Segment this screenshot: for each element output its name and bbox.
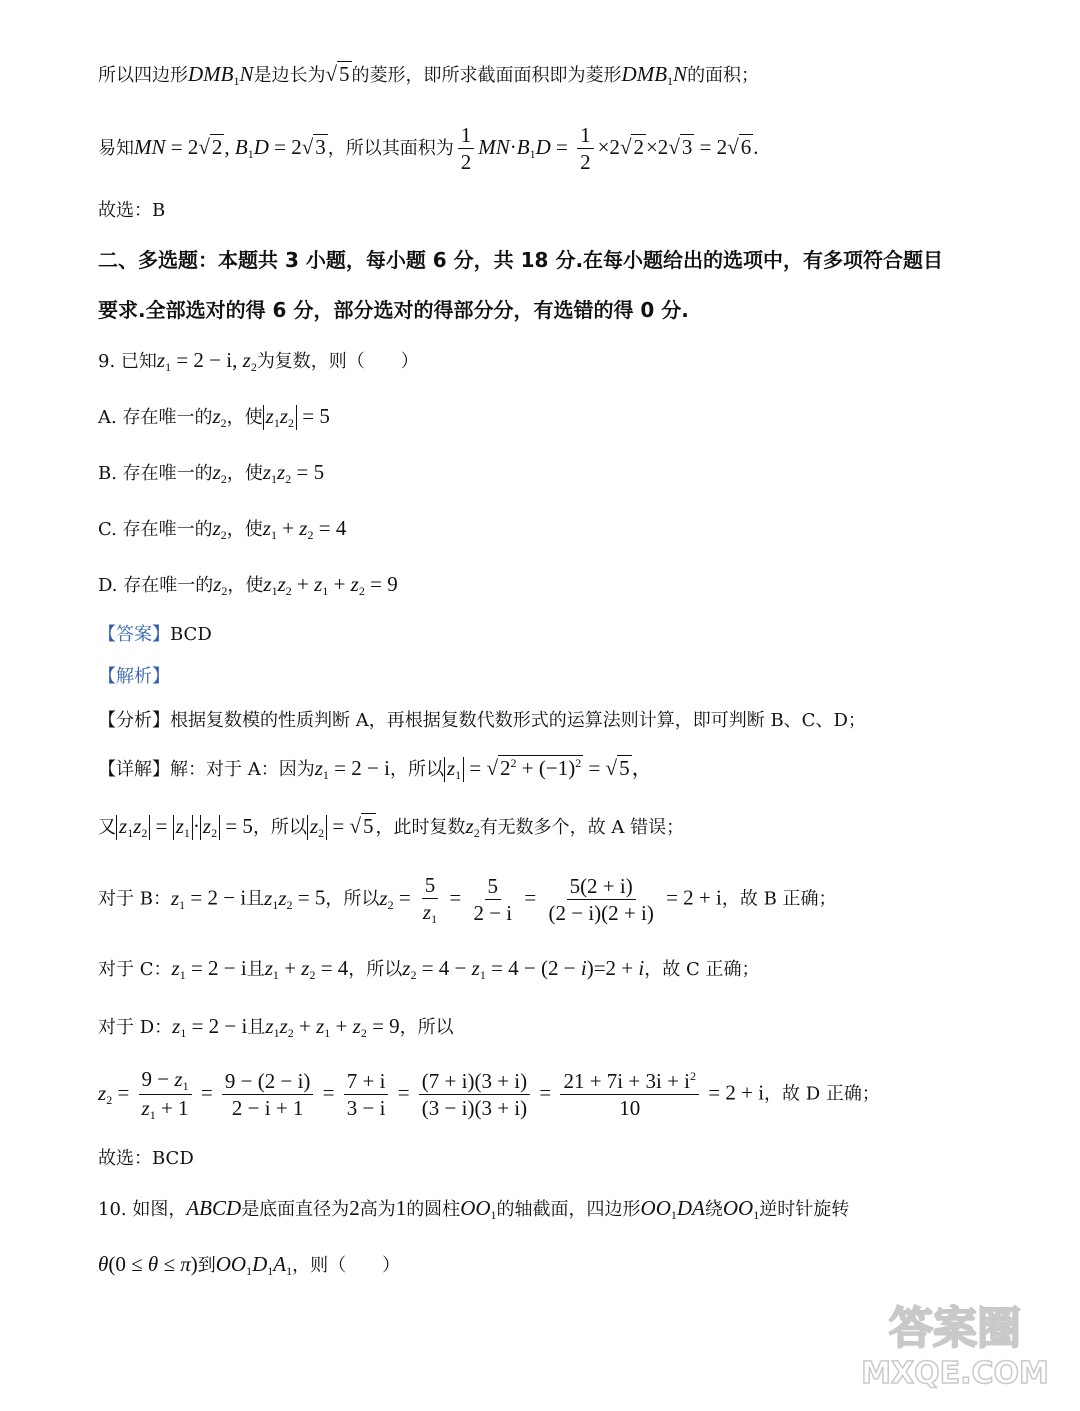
option-d: D. 存在唯一的$z_2$，使$z_1z_2 + z_1 + z_2 = 9$ — [98, 572, 398, 598]
option-b: B. 存在唯一的$z_2$，使$z_1z_2 = 5$ — [98, 460, 325, 486]
detail-a-line-2: 又 $z_1z_2 = z_1 \cdot z_2 = 5$，所以 $z_2 = √5$ ，此时复数$z_2$有无数多个，故 A 错误； — [98, 814, 685, 840]
watermark-logo-text: 答案圈 — [889, 1303, 1021, 1354]
section-title-line-1: 二、多选题：本题共 3 小题，每小题 6 分，共 18 分.在每小题给出的选项中，有多项符合题目 — [98, 248, 944, 272]
section-title-line-2: 要求.全部选对的得 6 分，部分选对的得部分分，有选错的得 0 分. — [98, 298, 689, 322]
analysis-label: 【解析】 — [98, 666, 170, 687]
detail-c-line: 对于 C：$z_1 = 2 - i$且$z_1 + z_2 = 4$，所以$z_2 = 4 - z_1 = 4 - (2 - i)=2 + i$，故 C 正确； — [98, 956, 760, 982]
analysis-text: 【分析】根据复数模的性质判断 A，再根据复数代数形式的运算法则计算，即可判断 B、C、D； — [98, 710, 866, 731]
answer-label: 【答案】 — [98, 624, 170, 645]
question-10-stem-2: θ(0 ≤ θ ≤ π)到$OO_1D_1A_1$，则（ ） — [98, 1252, 401, 1278]
solution-line-area: 易知MN = 2√2, $B_1D = 2√3$ ，所以其面积为 $\frac{1}{2}$ $MN\cdot B_1D$ = $\frac{1}{2}$ ×2√2×2√3 = 2√6. — [98, 123, 759, 175]
detail-b-line: 对于 B：$z_1 = 2 - i$且$z_1z_2 = 5$，所以$z_2$ = $\frac{5}{z_1}$ = $\frac{5}{2 - i}$ = $\frac{5(2 + i)}{(2 - i)(2 + i)}$ = 2 + i，故 B 正确； — [98, 873, 837, 927]
final-answer-line: 故选：BCD — [98, 1148, 194, 1169]
option-a: A. 存在唯一的$z_2$，使 $z_1z_2 = 5$ — [98, 404, 330, 430]
detail-a-line: 【详解】解：对于 A：因为$z_1 = 2 - i$，所以 $z_1 = √2^2 + (-1)^2 = √5$， — [98, 756, 653, 782]
watermark-site-text: MXQE.COM — [861, 1356, 1049, 1391]
solution-line-rhombus: 所以四边形$DMB_1N$是边长为√5 的菱形，即所求截面面积即为菱形$DMB_1N$的面积； — [98, 62, 760, 88]
watermark-logo — [860, 1291, 1050, 1391]
answer-value: BCD — [170, 624, 212, 645]
option-c: C. 存在唯一的$z_2$，使$z_1 + z_2 = 4$ — [98, 516, 347, 542]
question-9-stem: 9. 已知$z_1 = 2 - i$, $z_2$为复数，则（ ） — [98, 348, 419, 374]
detail-d-equation: $z_2$ = $\frac{9 - z_1}{z_1 + 1}$ = $\frac{9 - (2 - i)}{2 - i + 1}$ = $\frac{7 + i}{3 - i}$ = $\frac{(7 + i)(3 + i)}{(3 - i)(3 + i)}$ = $\frac{21 + 7i + 3i + i^2}{10}$ = 2 + i，故 D 正确； — [98, 1067, 880, 1122]
detail-d-line: 对于 D：$z_1 = 2 - i$且$z_1z_2 + z_1 + z_2 = 9$，所以 — [98, 1014, 454, 1040]
answer-row — [98, 624, 1040, 646]
question-10-stem-1: 10. 如图，ABCD是底面直径为2高为1的圆柱$OO_1$的轴截面，四边形$OO_1DA$绕$OO_1$逆时针旋转 — [98, 1196, 850, 1222]
answer-line-b: 故选：B — [98, 200, 166, 221]
